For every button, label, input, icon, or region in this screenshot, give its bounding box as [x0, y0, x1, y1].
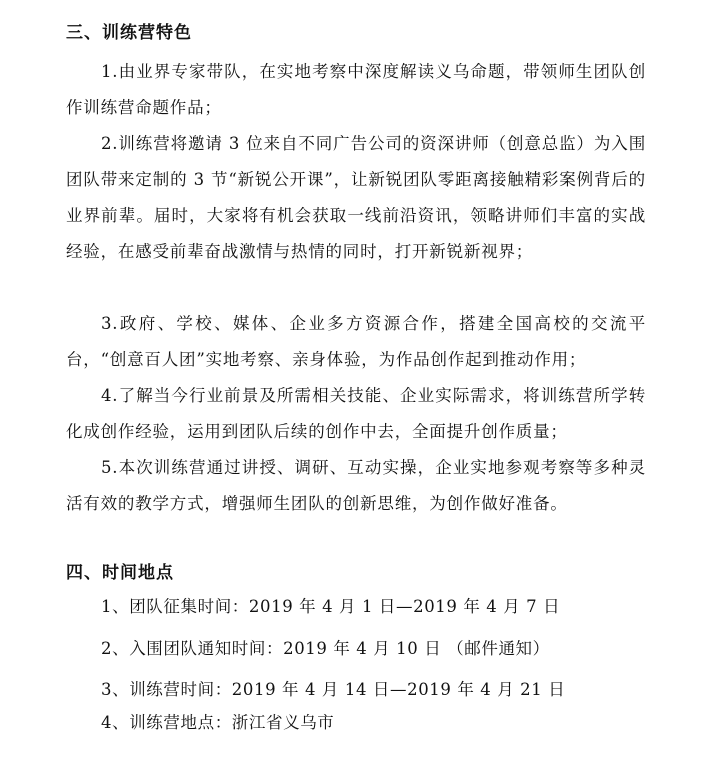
section-3-item-2: 2.训练营将邀请 3 位来自不同广告公司的资深讲师（创意总监）为入围团队带来定制的 3 节“新锐公开课”，让新锐团队零距离接触精彩案例背后的业界前辈。届时，大家将有机会获取一线前沿资讯，领略讲师们丰富的实战经验，在感受前辈奋战激情与热情的同时，打开新锐新视界； — [66, 134, 646, 261]
section-3-item-5: 5.本次训练营通过讲授、调研、互动实操，企业实地参观考察等多种灵活有效的教学方式，增强师生团队的创新思维，为创作做好准备。 — [66, 458, 646, 513]
section-3-item-3: 3.政府、学校、媒体、企业多方资源合作，搭建全国高校的交流平台，“创意百人团”实地考察、亲身体验，为作品创作起到推动作用； — [66, 314, 646, 369]
section-3-item-1: 1.由业界专家带队，在实地考察中深度解读义乌命题，带领师生团队创作训练营命题作品； — [66, 62, 646, 117]
section-3-item-4: 4.了解当今行业前景及所需相关技能、企业实际需求，将训练营所学转化成创作经验，运用到团队后续的创作中去，全面提升创作质量； — [66, 386, 646, 441]
section-4-item-2: 2、入围团队通知时间：2019 年 4 月 10 日 （邮件通知） — [101, 639, 550, 658]
section-4-item-3: 3、训练营时间：2019 年 4 月 14 日—2019 年 4 月 21 日 — [101, 680, 566, 699]
section-4-item-1: 1、团队征集时间：2019 年 4 月 1 日—2019 年 4 月 7 日 — [101, 597, 561, 616]
section-3-heading: 三、训练营特色 — [66, 23, 192, 43]
section-4-heading: 四、时间地点 — [66, 563, 174, 583]
section-4-item-4: 4、训练营地点：浙江省义乌市 — [101, 713, 335, 732]
